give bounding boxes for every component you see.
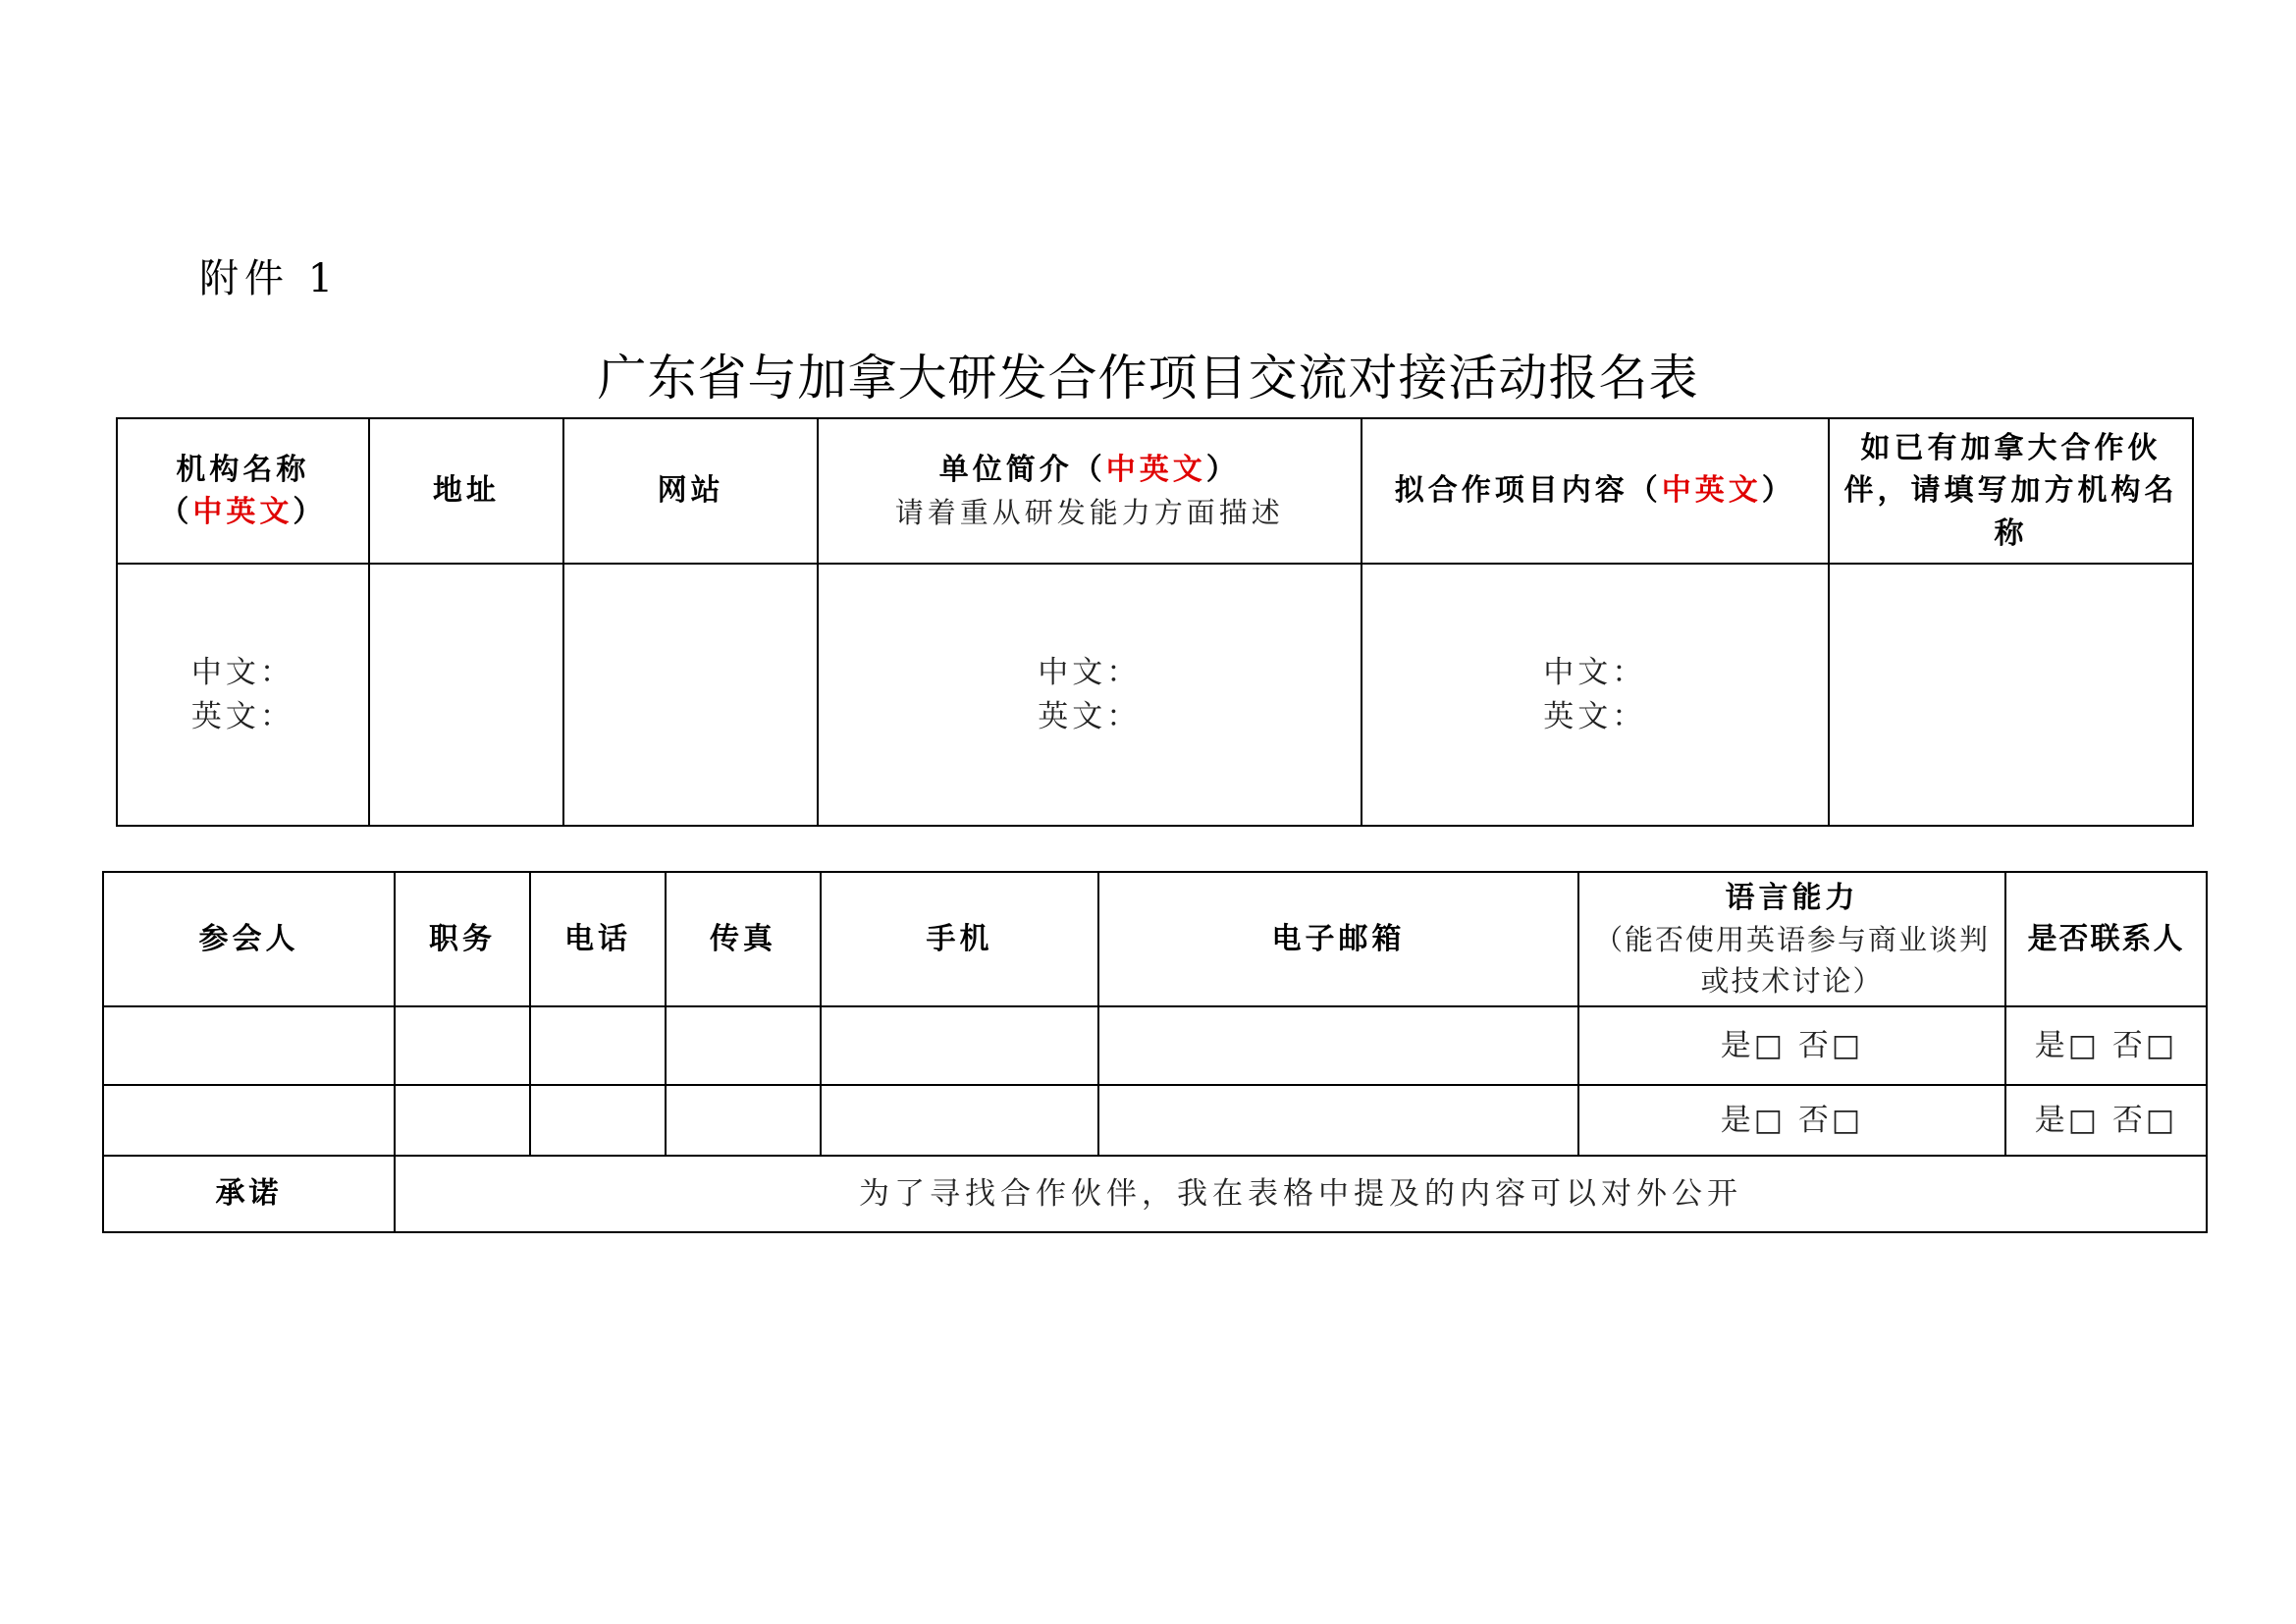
header-project (1362, 418, 1829, 564)
attachment-label: 附件 1 (199, 256, 340, 301)
header-language-note: （能否使用英语参与商业谈判或技术讨论） (1593, 923, 1990, 999)
header-intro-note: 请着重从研发能力方面描述 (894, 495, 1284, 529)
language-choice[interactable]: 是□ 否□ (1578, 1006, 2005, 1085)
header-attendee: 参会人 (103, 872, 395, 1006)
lang-note-red: 中英文 (1105, 453, 1206, 488)
website-cell[interactable] (563, 564, 818, 826)
attendee-cell[interactable] (103, 1006, 395, 1085)
form-title: 广东省与加拿大研发合作项目交流对接活动报名表 (597, 350, 1699, 406)
attendee-row (103, 1085, 2207, 1156)
email-cell[interactable] (1098, 1006, 1578, 1085)
lang-note-red: 中英文 (192, 495, 294, 529)
lang-note-red: 中英文 (1661, 473, 1762, 509)
header-position: 职务 (395, 872, 530, 1006)
project-cell[interactable] (1362, 564, 1829, 826)
attendee-header-row (103, 872, 2207, 1006)
header-org-name-label: 机构名称 (176, 452, 310, 487)
address-cell[interactable] (369, 564, 564, 826)
attendee-row (103, 1006, 2207, 1085)
intro-cell[interactable] (818, 564, 1362, 826)
organization-table (116, 417, 2194, 827)
paren-close: ） (293, 495, 327, 529)
contact-choice[interactable]: 是□ 否□ (2005, 1085, 2207, 1156)
commitment-text: 为了寻找合作伙伴，我在表格中提及的内容可以对外公开 (395, 1156, 2207, 1232)
mobile-cell[interactable] (821, 1085, 1098, 1156)
header-fax: 传真 (666, 872, 821, 1006)
fax-cell[interactable] (666, 1006, 821, 1085)
position-cell[interactable] (395, 1006, 530, 1085)
partner-cell[interactable] (1829, 564, 2193, 826)
en-label: 英文： (190, 698, 294, 734)
phone-cell[interactable] (530, 1006, 666, 1085)
paren-close: ） (1761, 473, 1795, 509)
organization-header-row (117, 418, 2193, 564)
attendee-cell[interactable] (103, 1085, 395, 1156)
header-address: 地址 (369, 418, 564, 564)
position-cell[interactable] (395, 1085, 530, 1156)
paren-open: （ (1628, 473, 1662, 509)
header-org-name (117, 418, 369, 564)
header-org-name-lang-line (118, 491, 368, 534)
header-mobile: 手机 (821, 872, 1098, 1006)
header-email: 电子邮箱 (1098, 872, 1578, 1006)
fax-cell[interactable] (666, 1085, 821, 1156)
paren-open: （ (159, 495, 193, 529)
cn-label: 中文： (1543, 654, 1647, 690)
header-website: 网站 (563, 418, 818, 564)
en-label: 英文： (1038, 698, 1142, 734)
paren-close: ） (1205, 453, 1240, 488)
header-project-label: 拟合作项目内容 (1394, 473, 1629, 509)
header-intro (818, 418, 1362, 564)
paren-open: （ (1072, 453, 1106, 488)
organization-data-row (117, 564, 2193, 826)
header-intro-label: 单位简介 (938, 453, 1073, 488)
language-choice[interactable]: 是□ 否□ (1578, 1085, 2005, 1156)
header-language-label: 语言能力 (1725, 880, 1859, 915)
header-phone: 电话 (530, 872, 666, 1006)
phone-cell[interactable] (530, 1085, 666, 1156)
cn-label: 中文： (190, 654, 294, 690)
commitment-row (103, 1156, 2207, 1232)
attendee-table (102, 871, 2208, 1233)
mobile-cell[interactable] (821, 1006, 1098, 1085)
header-intro-line (819, 449, 1361, 492)
header-contact: 是否联系人 (2005, 872, 2207, 1006)
header-partner: 如已有加拿大合作伙伴，请填写加方机构名称 (1829, 418, 2193, 564)
cn-label: 中文： (1038, 654, 1142, 690)
header-language (1578, 872, 2005, 1006)
org-name-cell[interactable] (117, 564, 369, 826)
contact-choice[interactable]: 是□ 否□ (2005, 1006, 2207, 1085)
email-cell[interactable] (1098, 1085, 1578, 1156)
commitment-label: 承诺 (103, 1156, 395, 1232)
en-label: 英文： (1543, 698, 1647, 734)
